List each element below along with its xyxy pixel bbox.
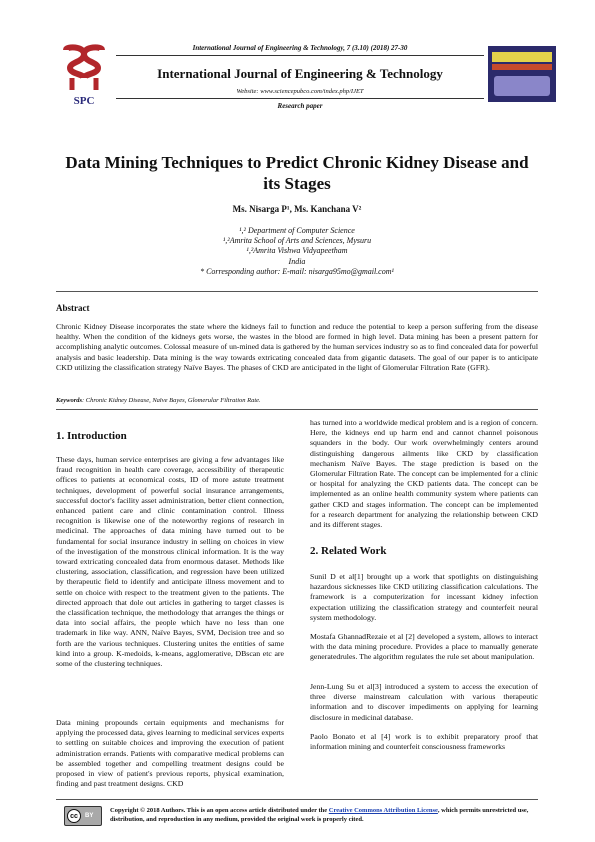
abstract-text: Chronic Kidney Disease incorporates the state where the kidneys fail to function and reduce the potential to keep a person suffering from the disease healthy. When the condition of the kidneys gets worse, the wastes in the blood are formed in high level. Data mining has been a present pattern for accomplishing analytic outcomes. Colossal measure of un-mined data is gathered by the human services industry so as to find concealed data for powerful analysis and basic leadership. Data mining is the way towards extricating concealed data from gigantic datasets. The goal of our paper is to anticipate CKD utilizing the classification strategy Naïve Bayes. The phases of CKD are anticipated in the light of Glomerular Filtration Rate (GFR). [56,322,538,372]
intro-paragraph-3: has turned into a worldwide medical problem and is a region of concern. Here, the kidneys end up harm end and cannot channel poisonous squanders in the body. Our work overwhelmingly centers around distinguishing dangerous ailments like CKD by classification mechanism Naïve Bayes. The stage prediction is based on the Glomerular Filtration Rate. The concept can be implemented for a clinic or hospital for analyzing the CKD patients data. The concept can be implemented as an online health community system where patients can gather CKD and stages information. The concept can be implemented for a research department for analyzing the relationship between CKD and its different stages. [310,418,538,530]
copyright-notice [110,806,540,824]
paper-authors: Ms. Nisarga P¹, Ms. Kanchana V² [232,204,362,214]
header-divider [116,55,484,56]
copyright-text-pre: Copyright © 2018 Authors. This is an open access article distributed under the [110,807,329,814]
cc-icon: cc [67,809,81,823]
abstract-top-rule [56,291,538,292]
affiliation-line: ¹,²Amrita Vishwa Vidyapeetham [246,246,348,256]
related-paragraph-1: Sunil D et al[1] brought up a work that spotlights on distinguishing hazardous sicknesses like CKD utilizing classification calculations. The framework is a computerization for incessant kidney infection expectation utilizing the classification strategy and counterfeit neural system methodology. [310,572,538,622]
journal-header [56,34,556,116]
keywords [56,397,538,404]
copyright-text-post: , which permits unrestricted use, distribution, and reproduction in any medium, provided the original work is properly cited. [110,807,529,823]
journal-website: Website: www.sciencepubco.com/index.php/IJET [236,88,364,95]
keywords-label: Keywords [56,397,82,404]
license-link[interactable]: Creative Commons Attribution License [328,807,438,814]
intro-paragraph-1: These days, human service enterprises are giving a few advantages like fraud recognition in health care coverage, accessibility of therapeutic offices to patients at economical costs, ID of more astute treatment techniques, development of powerful social insurance arrangements, successful doctor's facility asset administration, better client connection, enhanced patient care and clinic contamination control. Illness recognition is likewise one of the noteworthy regions of research in medicinal. The approaches of data mining have turned out to be fundamental for social insurance industry in selling on choices in view of the investigation of the monstrous clinical information. It is the way toward extricating concealed data from enormous dataset. Methods like clustering, association, classification, and regression have been utilized by therapeutic field to identify and anticipate illness movement and to settle on choice with respect to the treatment given to the patients. The directed approach that dole out articles in gathering to target classes is the classification technique, the methodology that arranges the things or data into social affairs, the people which have no less than one trademark in like way. ANN, Naïve Bayes, SVM, Decision tree and so forth are the various techniques. Clustering unites the entities of same kind into a group. K-medoids, k-means, agglomerative, DBscan etc are some of the clustering techniques. [56,455,284,669]
affiliations [56,226,538,277]
abstract-heading: Abstract [56,303,90,313]
by-label: BY [85,813,94,819]
logo-text: SPC [73,95,95,107]
intro-paragraph-2: Data mining propounds certain equipments and mechanisms for applying the processed data, gives learning to medicinal services experts to settling on suitable choices and improving the execution of patient administration errands. Patients with comparative medical problems can be assembled together and compelling treatment designs could be proposed in view of patient's previous reports, physical examination, finding and past treatment designs. CKD [56,718,284,789]
affiliation-line: ¹,²Amrita School of Arts and Sciences, Mysuru [222,236,372,246]
corresponding-author: * Corresponding author: E-mail: nisarga95mo@gmail.com¹ [200,266,394,276]
citation-line: International Journal of Engineering & Technology, 7 (3.10) (2018) 27-30 [192,44,408,52]
journal-name: International Journal of Engineering & Technology [157,66,443,81]
footer-rule [56,799,538,800]
intro-heading: 1. Introduction [56,430,127,442]
related-heading: 2. Related Work [310,545,387,557]
affiliation-line: India [288,256,306,266]
related-paragraph-3: Jenn-Lung Su et al[3] introduced a system to access the execution of three diverse mainstream calculation with various therapeutic information and to discover impediments on applying for learning disclosure in medicinal database. [310,682,538,722]
cc-by-badge [64,806,102,826]
paper-title: Data Mining Techniques to Predict Chronic Kidney Disease and its Stages [65,153,529,193]
header-divider-2 [116,98,484,99]
paper-type: Research paper [277,102,323,110]
abstract-bottom-rule [56,409,538,410]
related-paragraph-2: Mostafa GhannadRezaie et al [2] developed a system, allows to interact with the data mining procedure. Provides a place to manually generate generatedrules. The algorithm regulates the rule set about manipulation. [310,632,538,662]
related-paragraph-4: Paolo Bonato et al [4] work is to exhibit preparatory proof that information mining and counterfeit consciousness frameworks [310,732,538,752]
spc-logo [56,44,112,108]
affiliation-line: ¹,² Department of Computer Science [239,226,355,235]
journal-cover-image [488,46,556,102]
keywords-list: : Chronic Kidney Disease, Naïve Bayes, Glomerular Filtration Rate. [82,397,261,404]
